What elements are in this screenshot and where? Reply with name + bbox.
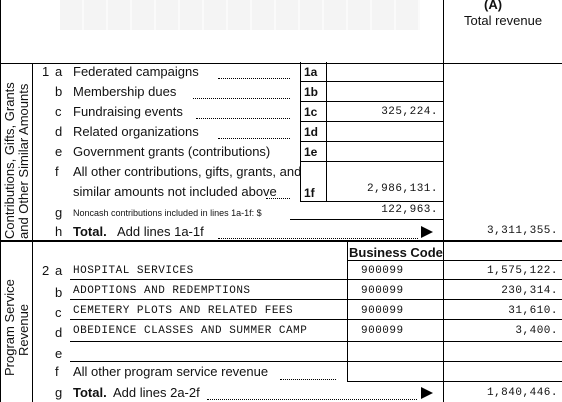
row-2f-letter: f (55, 364, 59, 379)
row-2g-arrow-icon (421, 387, 433, 399)
row-1f-leader (266, 198, 290, 199)
row-2c-amount[interactable]: 31,610. (508, 305, 558, 317)
side-label-program-1: Program Service (2, 279, 17, 376)
row-1e-box: 1e (304, 145, 318, 159)
row-1d-box: 1d (304, 125, 319, 139)
row-2b-amount[interactable]: 230,314. (501, 285, 558, 297)
row-1d-rule (300, 141, 443, 142)
row-1f-label: All other contributions, gifts, grants, and (73, 164, 302, 179)
row-1a-letter: a (55, 64, 63, 79)
row-1d-leader (218, 138, 290, 139)
row-1e-letter: e (55, 144, 63, 159)
row-1d-label: Related organizations (73, 124, 199, 139)
code-header-rule (347, 260, 562, 261)
row-1b-rule (300, 101, 443, 102)
business-code-header: Business Code (349, 245, 443, 260)
row-1c-letter: c (55, 104, 62, 119)
row-1a-leader (218, 78, 290, 79)
row-1b-letter: b (55, 84, 63, 99)
row-1c-box: 1c (304, 105, 318, 119)
left-border (0, 0, 1, 402)
row-2b-desc[interactable]: ADOPTIONS AND REDEMPTIONS (73, 285, 251, 297)
row-1f-amount[interactable]: 2,986,131. (366, 183, 438, 195)
row-1h-arrow-icon (421, 226, 433, 238)
row-1h-letter: h (55, 224, 63, 239)
line-1-number: 1 (42, 64, 50, 79)
row-2c-rule (70, 319, 562, 320)
side-divider-contrib (32, 63, 33, 241)
row-2e-rule (70, 361, 562, 362)
row-1h-label: Add lines 1a-1f (117, 224, 204, 239)
row-2b-rule (70, 299, 562, 300)
row-2f-leader (280, 379, 336, 380)
row-1g-amount[interactable]: 122,963. (381, 204, 438, 216)
row-2g-leader (207, 399, 417, 400)
row-1e-label: Government grants (contributions) (73, 144, 271, 159)
row-2c-code[interactable]: 900099 (361, 305, 404, 317)
side-label-contributions-2: and Other Similar Amounts (16, 83, 31, 239)
row-1g-letter: g (55, 205, 63, 220)
row-1c-leader (196, 118, 290, 119)
row-1e-rule (300, 161, 443, 162)
row-2f-label: All other program service revenue (73, 364, 269, 379)
row-1a-label: Federated campaigns (73, 64, 199, 79)
col-a-header: Total revenue (464, 13, 543, 28)
row-2c-desc[interactable]: CEMETERY PLOTS AND RELATED FEES (73, 305, 294, 317)
row-1c-amount[interactable]: 325,224. (381, 106, 438, 118)
side-label-contributions-1: Contributions, Gifts, Grants (2, 82, 17, 239)
line-2-number: 2 (42, 263, 50, 278)
row-2g-total[interactable]: 1,840,446. (486, 387, 558, 399)
row-2d-letter: d (55, 325, 63, 340)
row-1a-rule (300, 81, 443, 82)
row-2e-letter: e (55, 346, 63, 361)
row-2g-label: Add lines 2a-2f (113, 385, 200, 400)
row-1h-leader (218, 238, 418, 239)
row-1d-letter: d (55, 124, 63, 139)
side-label-program-2: Revenue (16, 303, 31, 356)
row-2a-code[interactable]: 900099 (361, 265, 404, 277)
box-col-left (300, 62, 301, 201)
row-2g-letter: g (55, 385, 63, 400)
contrib-bottom-rule (0, 240, 562, 242)
row-1g-label: Noncash contributions included in lines 1a-1f: $ (73, 208, 262, 218)
row-2f-rule (347, 381, 562, 382)
row-2g-label-bold: Total. (73, 385, 107, 400)
row-1c-label: Fundraising events (73, 104, 183, 119)
row-1f-label-2: similar amounts not included above (73, 184, 277, 199)
row-1f-letter: f (55, 164, 59, 179)
row-2d-desc[interactable]: OBEDIENCE CLASSES AND SUMMER CAMP (73, 325, 308, 337)
col-a-letter: (A) (484, 0, 503, 12)
row-1f-rule (300, 201, 443, 202)
row-1g-rule (290, 219, 443, 220)
row-2c-letter: c (55, 305, 62, 320)
row-1c-rule (300, 121, 443, 122)
row-2d-amount[interactable]: 3,400. (515, 325, 558, 337)
row-1h-total[interactable]: 3,311,355. (486, 225, 558, 237)
row-2f-box-left (347, 361, 348, 381)
row-2d-rule (70, 341, 562, 342)
row-1b-label: Membership dues (73, 84, 177, 99)
side-divider-program (32, 241, 33, 402)
row-1b-leader (193, 98, 290, 99)
row-1h-label-bold: Total. (73, 224, 107, 239)
row-1f-box: 1f (304, 186, 315, 200)
box-col-mid (326, 62, 327, 201)
row-2b-letter: b (55, 285, 63, 300)
row-2d-code[interactable]: 900099 (361, 325, 404, 337)
row-2b-code[interactable]: 900099 (361, 285, 404, 297)
row-1a-box: 1a (304, 65, 318, 79)
row-1b-box: 1b (304, 85, 319, 99)
row-2a-amount[interactable]: 1,575,122. (486, 265, 558, 277)
row-2a-letter: a (55, 263, 63, 278)
header-grey-band (60, 0, 420, 30)
row-2a-rule (70, 279, 562, 280)
row-2a-desc[interactable]: HOSPITAL SERVICES (73, 265, 194, 277)
